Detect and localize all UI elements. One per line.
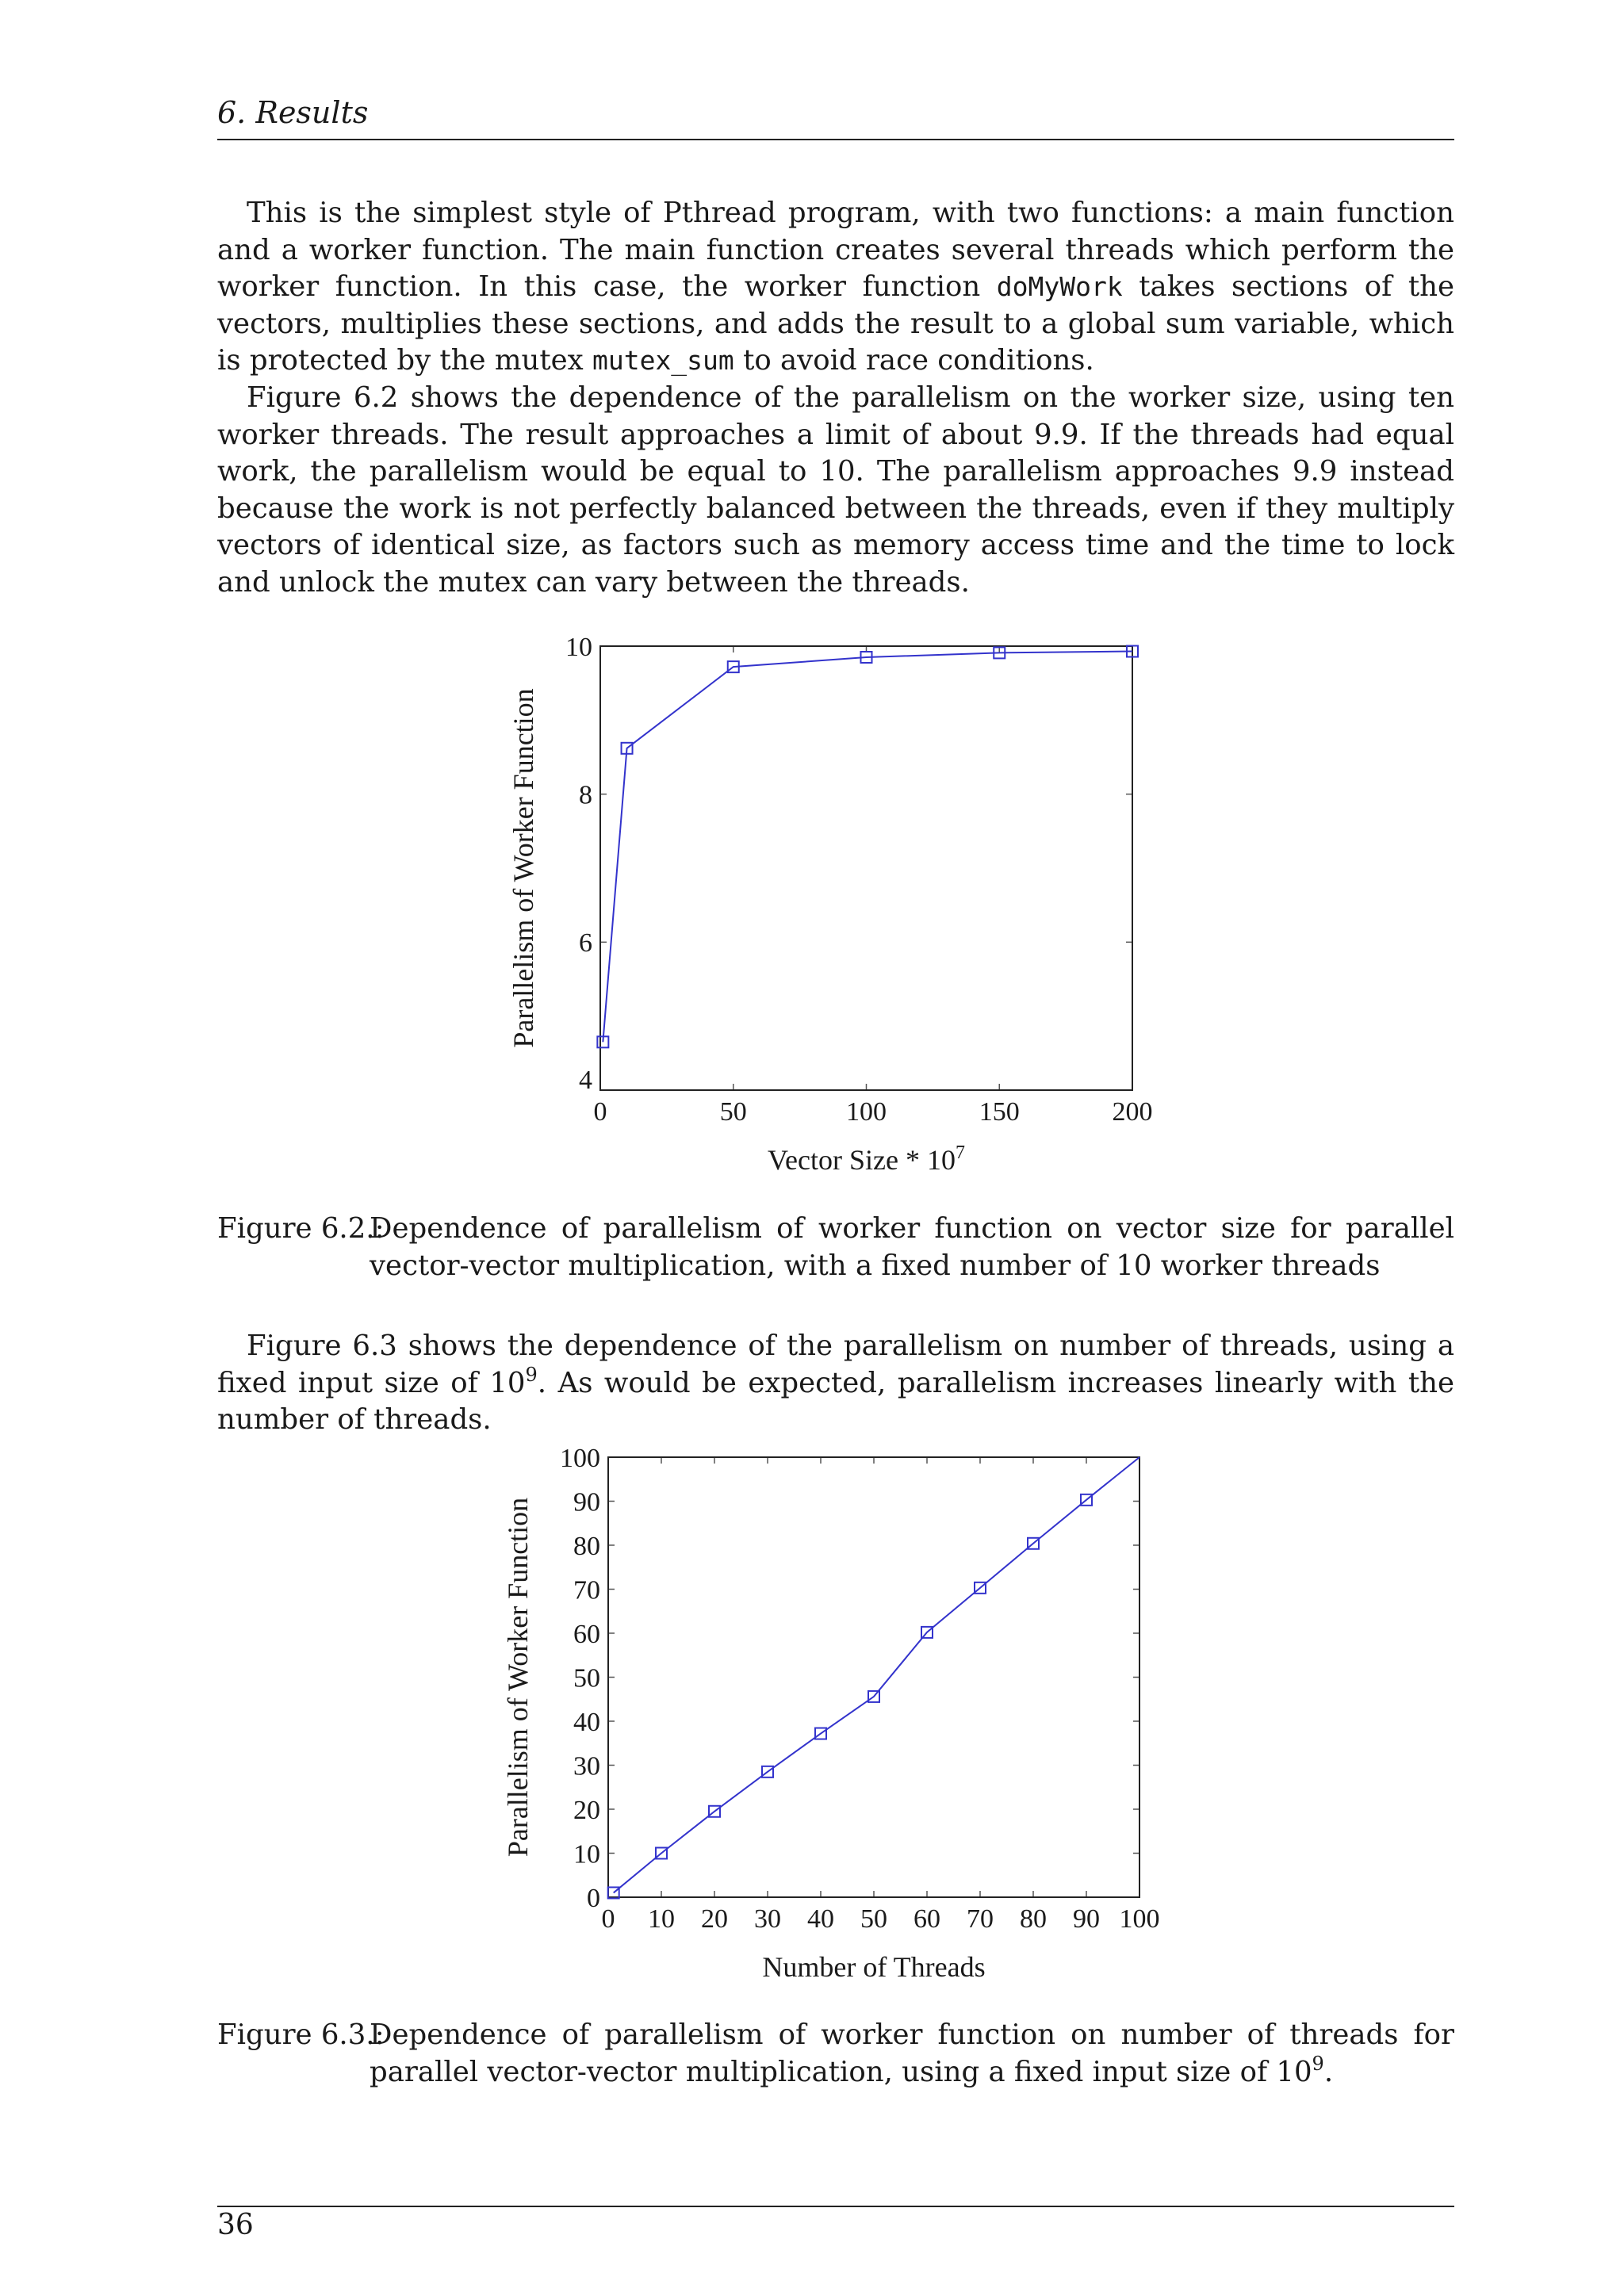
- y-tick-label: 10: [573, 1839, 600, 1869]
- figure-6-2-chart: [492, 626, 1189, 1181]
- code-domywork: doMyWork: [996, 271, 1123, 302]
- paragraph-1-text-c: to avoid race conditions.: [733, 344, 1094, 377]
- y-tick-label: 20: [573, 1795, 600, 1825]
- y-tick-label: 80: [573, 1531, 600, 1561]
- figure-6-3-caption-end: .: [1323, 2055, 1334, 2088]
- paragraph-3: [217, 1328, 1454, 1439]
- plot-frame: [608, 1457, 1139, 1897]
- y-tick-label: 30: [573, 1751, 600, 1781]
- figure-6-3-caption-text: [370, 2017, 1454, 2091]
- header-rule: [217, 139, 1454, 140]
- y-tick-label: 60: [573, 1619, 600, 1649]
- paragraph-3-superscript: 9: [525, 1363, 538, 1386]
- y-axis-label: Parallelism of Worker Function: [508, 688, 539, 1048]
- paragraph-2-text: Figure 6.2 shows the dependence of the parallelism on the worker size, using ten worker threads. The result approaches a limit of about 9.9. If the threads had equal work, the parallelism would be equal to 10. The parallelism approaches 9.9 instead because the work is not perfectly balanced between the threads, even if they multiply vectors of identical size, as factors such as memory access time and the time to lock and unlock the mutex can vary between the threads.: [217, 381, 1454, 599]
- y-tick-label: 4: [579, 1066, 592, 1095]
- x-tick-label: 70: [967, 1904, 994, 1934]
- y-tick-label: 40: [573, 1707, 600, 1737]
- running-header: 6. Results: [217, 95, 369, 130]
- x-tick-label: 90: [1073, 1904, 1100, 1934]
- x-tick-label: 200: [1112, 1097, 1153, 1127]
- x-axis-label: Vector Size * $10^7$: [768, 1142, 965, 1176]
- x-tick-label: 50: [719, 1097, 747, 1127]
- y-tick-label: 70: [573, 1575, 600, 1605]
- y-tick-label: 10: [565, 632, 592, 662]
- paragraph-3-text-a: Figure 6.3 shows the dependence of the parallelism on number of threads, using a fixed input size of 10: [217, 1330, 1454, 1399]
- x-tick-label: 10: [648, 1904, 675, 1934]
- paragraph-2: [217, 380, 1454, 601]
- x-tick-label: 150: [979, 1097, 1020, 1127]
- y-tick-label: 0: [587, 1883, 600, 1913]
- x-tick-label: 0: [601, 1904, 615, 1934]
- figure-6-2-caption: [217, 1211, 1454, 1284]
- plot-frame: [600, 646, 1132, 1090]
- footer-rule: [217, 2206, 1454, 2207]
- paragraph-3-text-b: . As would be expected, parallelism increases linearly with the number of threads.: [217, 1366, 1454, 1436]
- series-line: [603, 652, 1132, 1043]
- x-tick-label: 20: [701, 1904, 728, 1934]
- y-tick-label: 6: [579, 928, 592, 959]
- x-tick-label: 60: [914, 1904, 940, 1934]
- figure-6-3-label: Figure 6.3.:: [217, 2019, 385, 2051]
- y-tick-label: 8: [579, 780, 592, 810]
- figure-6-3-caption: [217, 2017, 1454, 2091]
- x-tick-label: 100: [846, 1097, 887, 1127]
- x-tick-label: 80: [1020, 1904, 1047, 1934]
- y-axis-label: Parallelism of Worker Function: [502, 1497, 534, 1858]
- series-line: [614, 1457, 1139, 1892]
- y-tick-label: 90: [573, 1487, 600, 1517]
- x-tick-label: 40: [807, 1904, 834, 1934]
- figure-6-3-caption-main: Dependence of parallelism of worker function on number of threads for parallel vector-vector multiplication, using a fixed input size of 10: [370, 2019, 1454, 2088]
- paragraph-1: [217, 195, 1454, 380]
- x-tick-label: 100: [1119, 1904, 1160, 1934]
- figure-6-3-chart: [492, 1435, 1189, 1990]
- y-tick-label: 100: [560, 1443, 600, 1473]
- x-tick-label: 30: [754, 1904, 781, 1934]
- figure-6-3-caption-superscript: 9: [1312, 2052, 1324, 2075]
- x-tick-label: 50: [860, 1904, 887, 1934]
- figure-6-2-label: Figure 6.2.:: [217, 1212, 385, 1245]
- paragraph-1-text-b: takes sections of the vectors, multiplies these sections, and adds the result to a global sum variable, which is protected by the mutex: [217, 270, 1454, 377]
- figure-6-2-caption-text: Dependence of parallelism of worker function on vector size for parallel vector-vector multiplication, with a fixed number of 10 worker threads: [370, 1212, 1454, 1282]
- y-tick-label: 50: [573, 1663, 600, 1693]
- x-axis-label: Number of Threads: [762, 1951, 986, 1983]
- page-number: 36: [217, 2209, 254, 2241]
- x-tick-label: 0: [593, 1097, 607, 1127]
- code-mutex-sum: mutex_sum: [592, 345, 734, 376]
- paragraph-1-text-a: This is the simplest style of Pthread program, with two functions: a main function and a worker function. The main function creates several threads which perform the worker function. In this case, the worker function: [217, 197, 1454, 303]
